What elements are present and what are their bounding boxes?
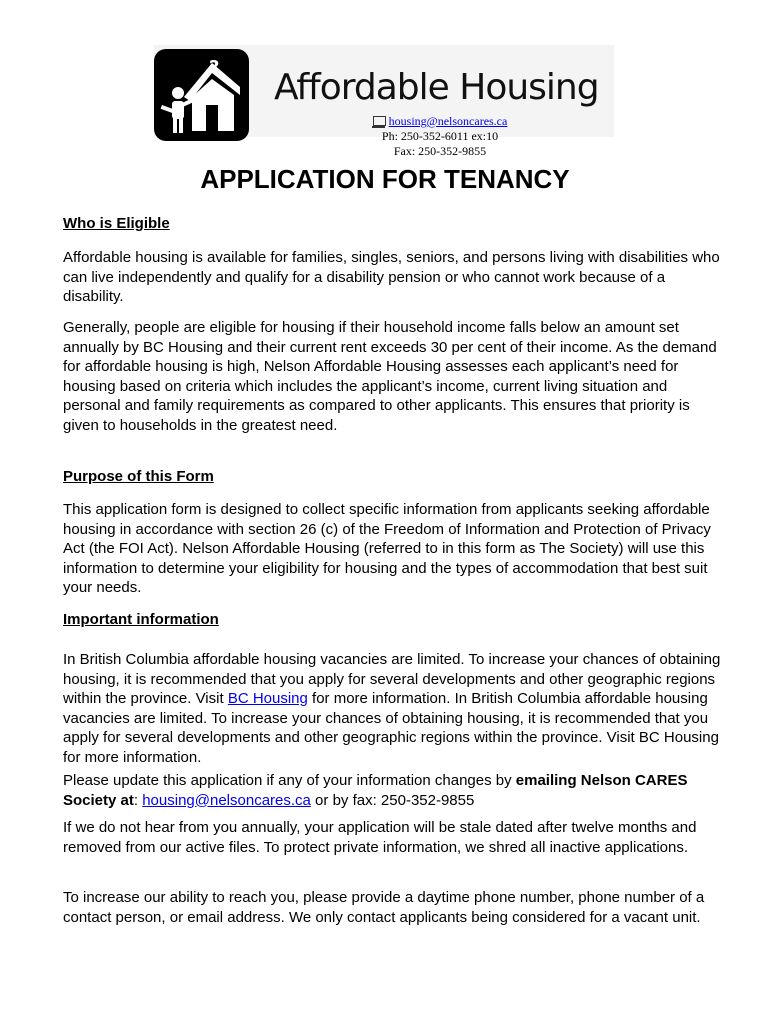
phone-line: Ph: 250-352-6011 ex:10 [381,129,499,143]
eligible-paragraph-2: Generally, people are eligible for housing if their household income falls below an amount set annually by BC Housing and their current rent exceeds 30 per cent of their income. As the demand for affordable housing is high, Nelson Affordable Housing assesses each applicant’s need for housing based on criteria which includes the applicant’s income, current living situation and personal and family requirements as compared to other applicants. This ensures that priority is given to households in the greatest need. [63,319,717,434]
computer-icon [373,116,386,126]
brand-name: Affordable Housing [274,67,599,108]
header-email-link[interactable]: housing@nelsoncares.ca [388,114,508,128]
eligible-paragraph-1: Affordable housing is available for families, singles, seniors, and persons living with disabilities who can live independently and qualify for a disability pension or who cannot work because of a disability. [63,249,720,305]
page-title: APPLICATION FOR TENANCY [200,164,570,194]
bc-housing-link[interactable]: BC Housing [227,690,308,707]
house-logo-icon [154,49,249,141]
important-paragraph-1: In British Columbia affordable housing vacancies are limited. To increase your chances of obtaining housing, it is recommended that you apply for several developments and other geographic regions within the province. Visit BC Housing for more information. In British Columbia affordable housing vacancies are limited. To increase your chances of obtaining housing, it is recommended that you apply for several developments and other geographic regions within the province. Visit BC Housing for more information. [63,651,721,766]
svg-text:?: ? [209,57,220,78]
purpose-paragraph: This application form is designed to collect specific information from applicants seeking affordable housing in accordance with section 26 (c) of the Freedom of Information and Protection of Privacy Act (the FOI Act). Nelson Affordable Housing (referred to in this form as The Society) will use this information to determine your eligibility for housing and the types of accommodation that best suit your needs. [63,501,711,596]
section-heading-purpose: Purpose of this Form [63,468,214,485]
update-email-link[interactable]: housing@nelsoncares.ca [142,791,311,809]
section-heading-eligible: Who is Eligible [63,215,170,232]
important-paragraph-4: To increase our ability to reach you, please provide a daytime phone number, phone number of a contact person, or email address. We only contact applicants being considered for a vacant unit. [63,889,705,926]
email-line [330,114,550,129]
fax-line: Fax: 250-352-9855 [393,144,487,158]
important-paragraph-2: Please update this application if any of your information changes by emailing Nelson CARES Society at: housing@nelsoncares.ca or by fax: 250-352-9855 [63,772,688,809]
important-paragraph-3: If we do not hear from you annually, your application will be stale dated after twelve months and removed from our active files. To protect private information, we shred all inactive applications. [63,819,697,856]
contact-block [330,114,550,159]
section-heading-important: Important information [63,611,219,628]
